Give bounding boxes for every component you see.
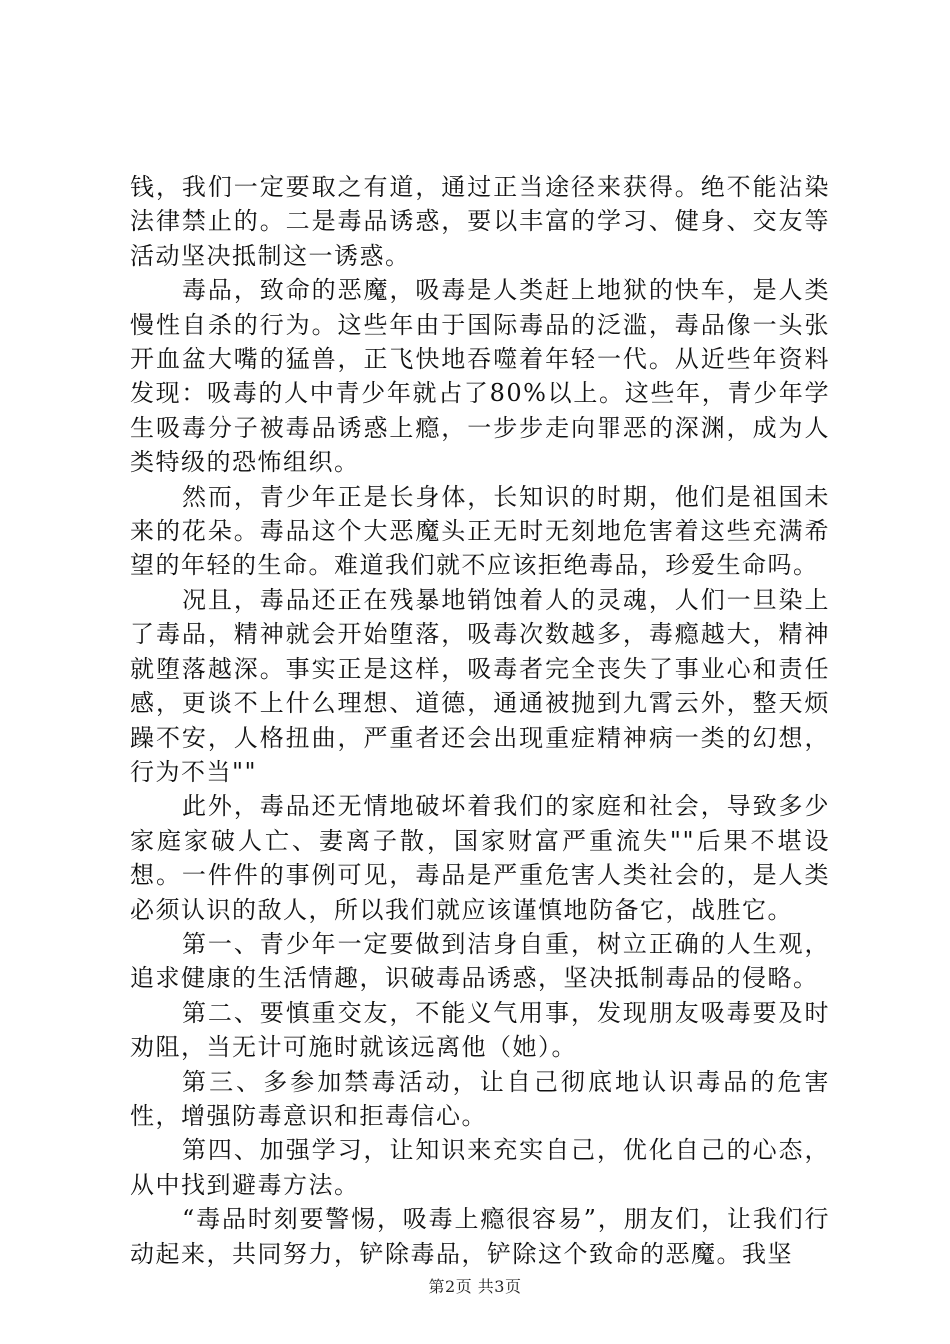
paragraph-7: 第二、要慎重交友，不能义气用事，发现朋友吸毒要及时劝阻，当无计可施时就该远离他（她）。	[130, 998, 830, 1062]
paragraph-6: 第一、青少年一定要做到洁身自重，树立正确的人生观，追求健康的生活情趣，识破毒品诱惑，坚决抵制毒品的侵略。	[130, 929, 830, 993]
paragraph-1: 钱，我们一定要取之有道，通过正当途径来获得。绝不能沾染法律禁止的。二是毒品诱惑，要以丰富的学习、健身、交友等活动坚决抵制这一诱惑。	[130, 173, 830, 270]
paragraph-10: “毒品时刻要警惕，吸毒上瘾很容易”，朋友们，让我们行动起来，共同努力，铲除毒品，铲除这个致命的恶魔。我坚	[130, 1205, 830, 1268]
paragraph-9: 第四、加强学习，让知识来充实自己，优化自己的心态，从中找到避毒方法。	[130, 1136, 830, 1199]
paragraph-2: 毒品，致命的恶魔，吸毒是人类赶上地狱的快车，是人类慢性自杀的行为。这些年由于国际毒品的泛滥，毒品像一头张开血盆大嘴的猛兽，正飞快地吞噬着年轻一代。从近些年资料发现：吸毒的人中青少年就占了80%以上。这些年，青少年学生吸毒分子被毒品诱惑上瘾，一步步走向罪恶的深渊，成为人类特级的恐怖组织。	[130, 276, 830, 477]
paragraph-5: 此外，毒品还无情地破坏着我们的家庭和社会，导致多少家庭家破人亡、妻离子散，国家财富严重流失""后果不堪设想。一件件的事例可见，毒品是严重危害人类社会的，是人类必须认识的敌人，所以我们就应该谨慎地防备它，战胜它。	[130, 792, 830, 924]
document-body	[130, 170, 830, 1271]
paragraph-4: 况且，毒品还正在残暴地销蚀着人的灵魂，人们一旦染上了毒品，精神就会开始堕落，吸毒次数越多，毒瘾越大，精神就堕落越深。事实正是这样，吸毒者完全丧失了事业心和责任感，更谈不上什么理想、道德，通通被抛到九霄云外，整天烦躁不安，人格扭曲，严重者还会出现重症精神病一类的幻想，行为不当""	[130, 585, 830, 786]
paragraph-3: 然而，青少年正是长身体，长知识的时期，他们是祖国未来的花朵。毒品这个大恶魔头正无时无刻地危害着这些充满希望的年轻的生命。难道我们就不应该拒绝毒品，珍爱生命吗。	[130, 482, 830, 580]
page-number-footer: 第2页 共3页	[428, 1277, 522, 1296]
paragraph-8: 第三、多参加禁毒活动，让自己彻底地认识毒品的危害性，增强防毒意识和拒毒信心。	[130, 1067, 830, 1130]
